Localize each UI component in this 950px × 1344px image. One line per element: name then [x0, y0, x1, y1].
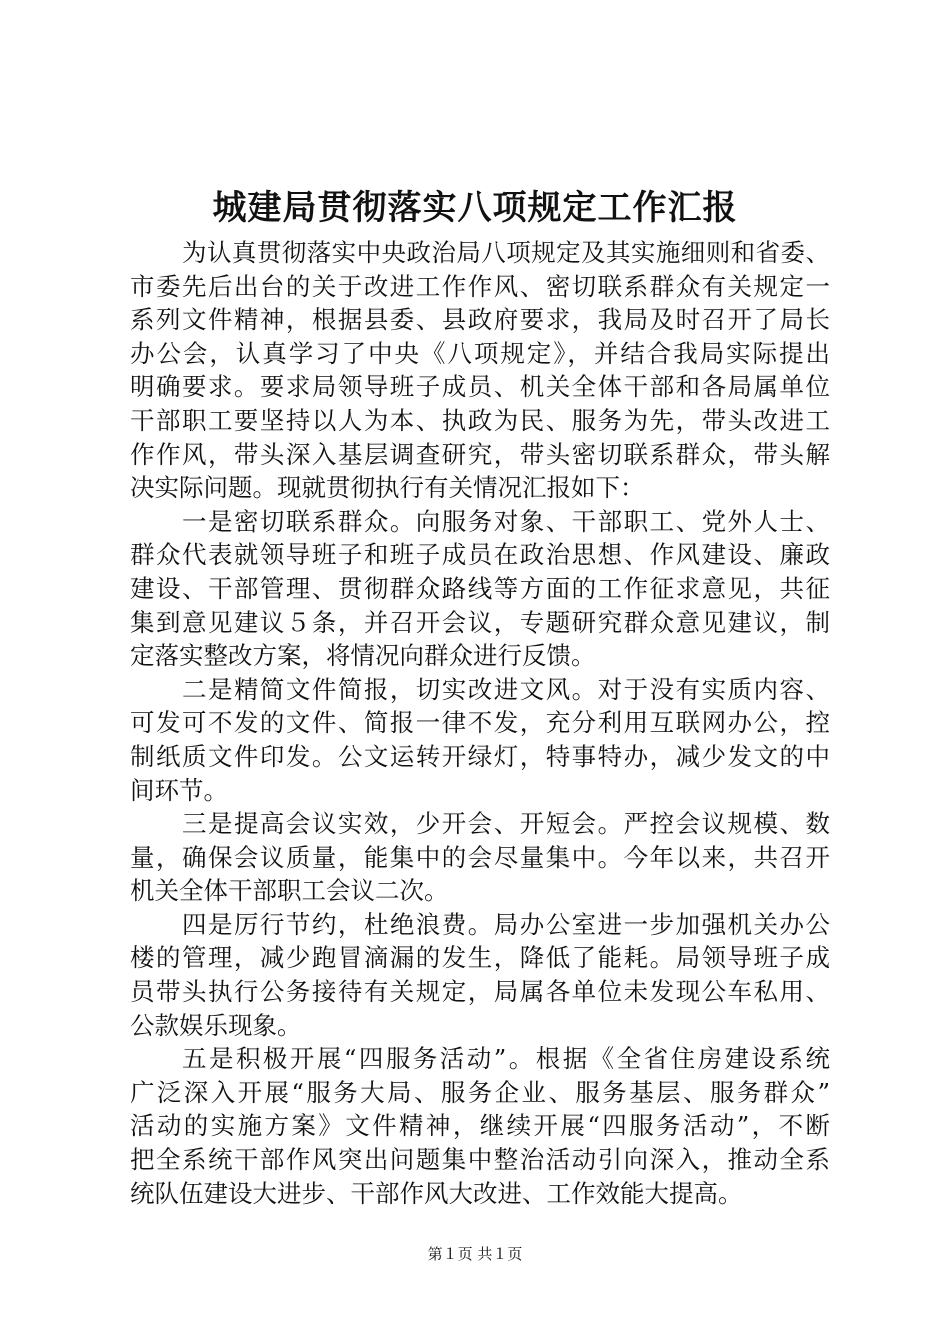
paragraph-item-five [130, 1042, 830, 1210]
paragraph-line: 二是精简文件简报，切实改进文风。对于没有实质内容、 [182, 674, 830, 704]
paragraph-line: 机关全体干部职工会议二次。 [130, 876, 449, 906]
paragraph-item-one [130, 505, 830, 673]
paragraph-item-four [130, 908, 830, 1042]
paragraph-line: 统队伍建设大进步、干部作风大改进、工作效能大提高。 [130, 1178, 743, 1208]
paragraph-line: 楼的管理，减少跑冒滴漏的发生，降低了能耗。局领导班子成 [130, 943, 830, 973]
paragraph-line: 把全系统干部作风突出问题集中整治活动引向深入，推动全系 [130, 1145, 830, 1175]
paragraph-line: 系列文件精神，根据县委、县政府要求，我局及时召开了局长 [130, 305, 830, 335]
paragraph-line: 决实际问题。现就贯彻执行有关情况汇报如下： [130, 473, 645, 503]
paragraph-line: 集到意见建议５条，并召开会议，专题研究群众意见建议，制 [130, 607, 830, 637]
paragraph-line: 员带头执行公务接待有关规定，局属各单位未发现公车私用、 [130, 977, 830, 1007]
paragraph-item-three [130, 807, 830, 908]
paragraph-line: 群众代表就领导班子和班子成员在政治思想、作风建设、廉政 [130, 540, 830, 570]
document-title: 城建局贯彻落实八项规定工作汇报 [212, 188, 738, 228]
paragraph-line: 可发可不发的文件、简报一律不发，充分利用互联网办公，控 [130, 708, 830, 738]
paragraph-line: 公款娱乐现象。 [130, 1010, 302, 1040]
paragraph-line: 定落实整改方案，将情况向群众进行反馈。 [130, 641, 596, 671]
paragraph-line: 三是提高会议实效，少开会、开短会。严控会议规模、数 [182, 809, 830, 839]
paragraph-line: 制纸质文件印发。公文运转开绿灯，特事特办，减少发文的中 [130, 741, 830, 771]
paragraph-line: 办公会，认真学习了中央《八项规定》，并结合我局实际提出 [130, 338, 830, 368]
paragraph-intro [130, 236, 830, 505]
paragraph-item-two [130, 673, 830, 807]
paragraph-line: 建设、干部管理、贯彻群众路线等方面的工作征求意见，共征 [130, 573, 830, 603]
document-body [130, 236, 830, 1210]
paragraph-line: 量，确保会议质量，能集中的会尽量集中。今年以来，共召开 [130, 842, 830, 872]
page-footer: 第１页 共１页 [427, 1245, 523, 1263]
paragraph-line: 广泛深入开展“服务大局、服务企业、服务基层、服务群众” [130, 1077, 830, 1107]
paragraph-line: 间环节。 [130, 775, 228, 805]
paragraph-line: 四是厉行节约，杜绝浪费。局办公室进一步加强机关办公 [182, 909, 830, 939]
paragraph-line: 五是积极开展“四服务活动”。根据《全省住房建设系统 [182, 1044, 830, 1074]
paragraph-line: 明确要求。要求局领导班子成员、机关全体干部和各局属单位 [130, 372, 830, 402]
paragraph-line: 市委先后出台的关于改进工作作风、密切联系群众有关规定一 [130, 271, 830, 301]
paragraph-line: 为认真贯彻落实中央政治局八项规定及其实施细则和省委、 [182, 238, 830, 267]
paragraph-line: 一是密切联系群众。向服务对象、干部职工、党外人士、 [182, 506, 830, 536]
paragraph-line: 活动的实施方案》文件精神，继续开展“四服务活动”，不断 [130, 1111, 830, 1141]
paragraph-line: 作作风，带头深入基层调查研究，带头密切联系群众，带头解 [130, 439, 830, 469]
paragraph-line: 干部职工要坚持以人为本、执政为民、服务为先，带头改进工 [130, 405, 830, 435]
